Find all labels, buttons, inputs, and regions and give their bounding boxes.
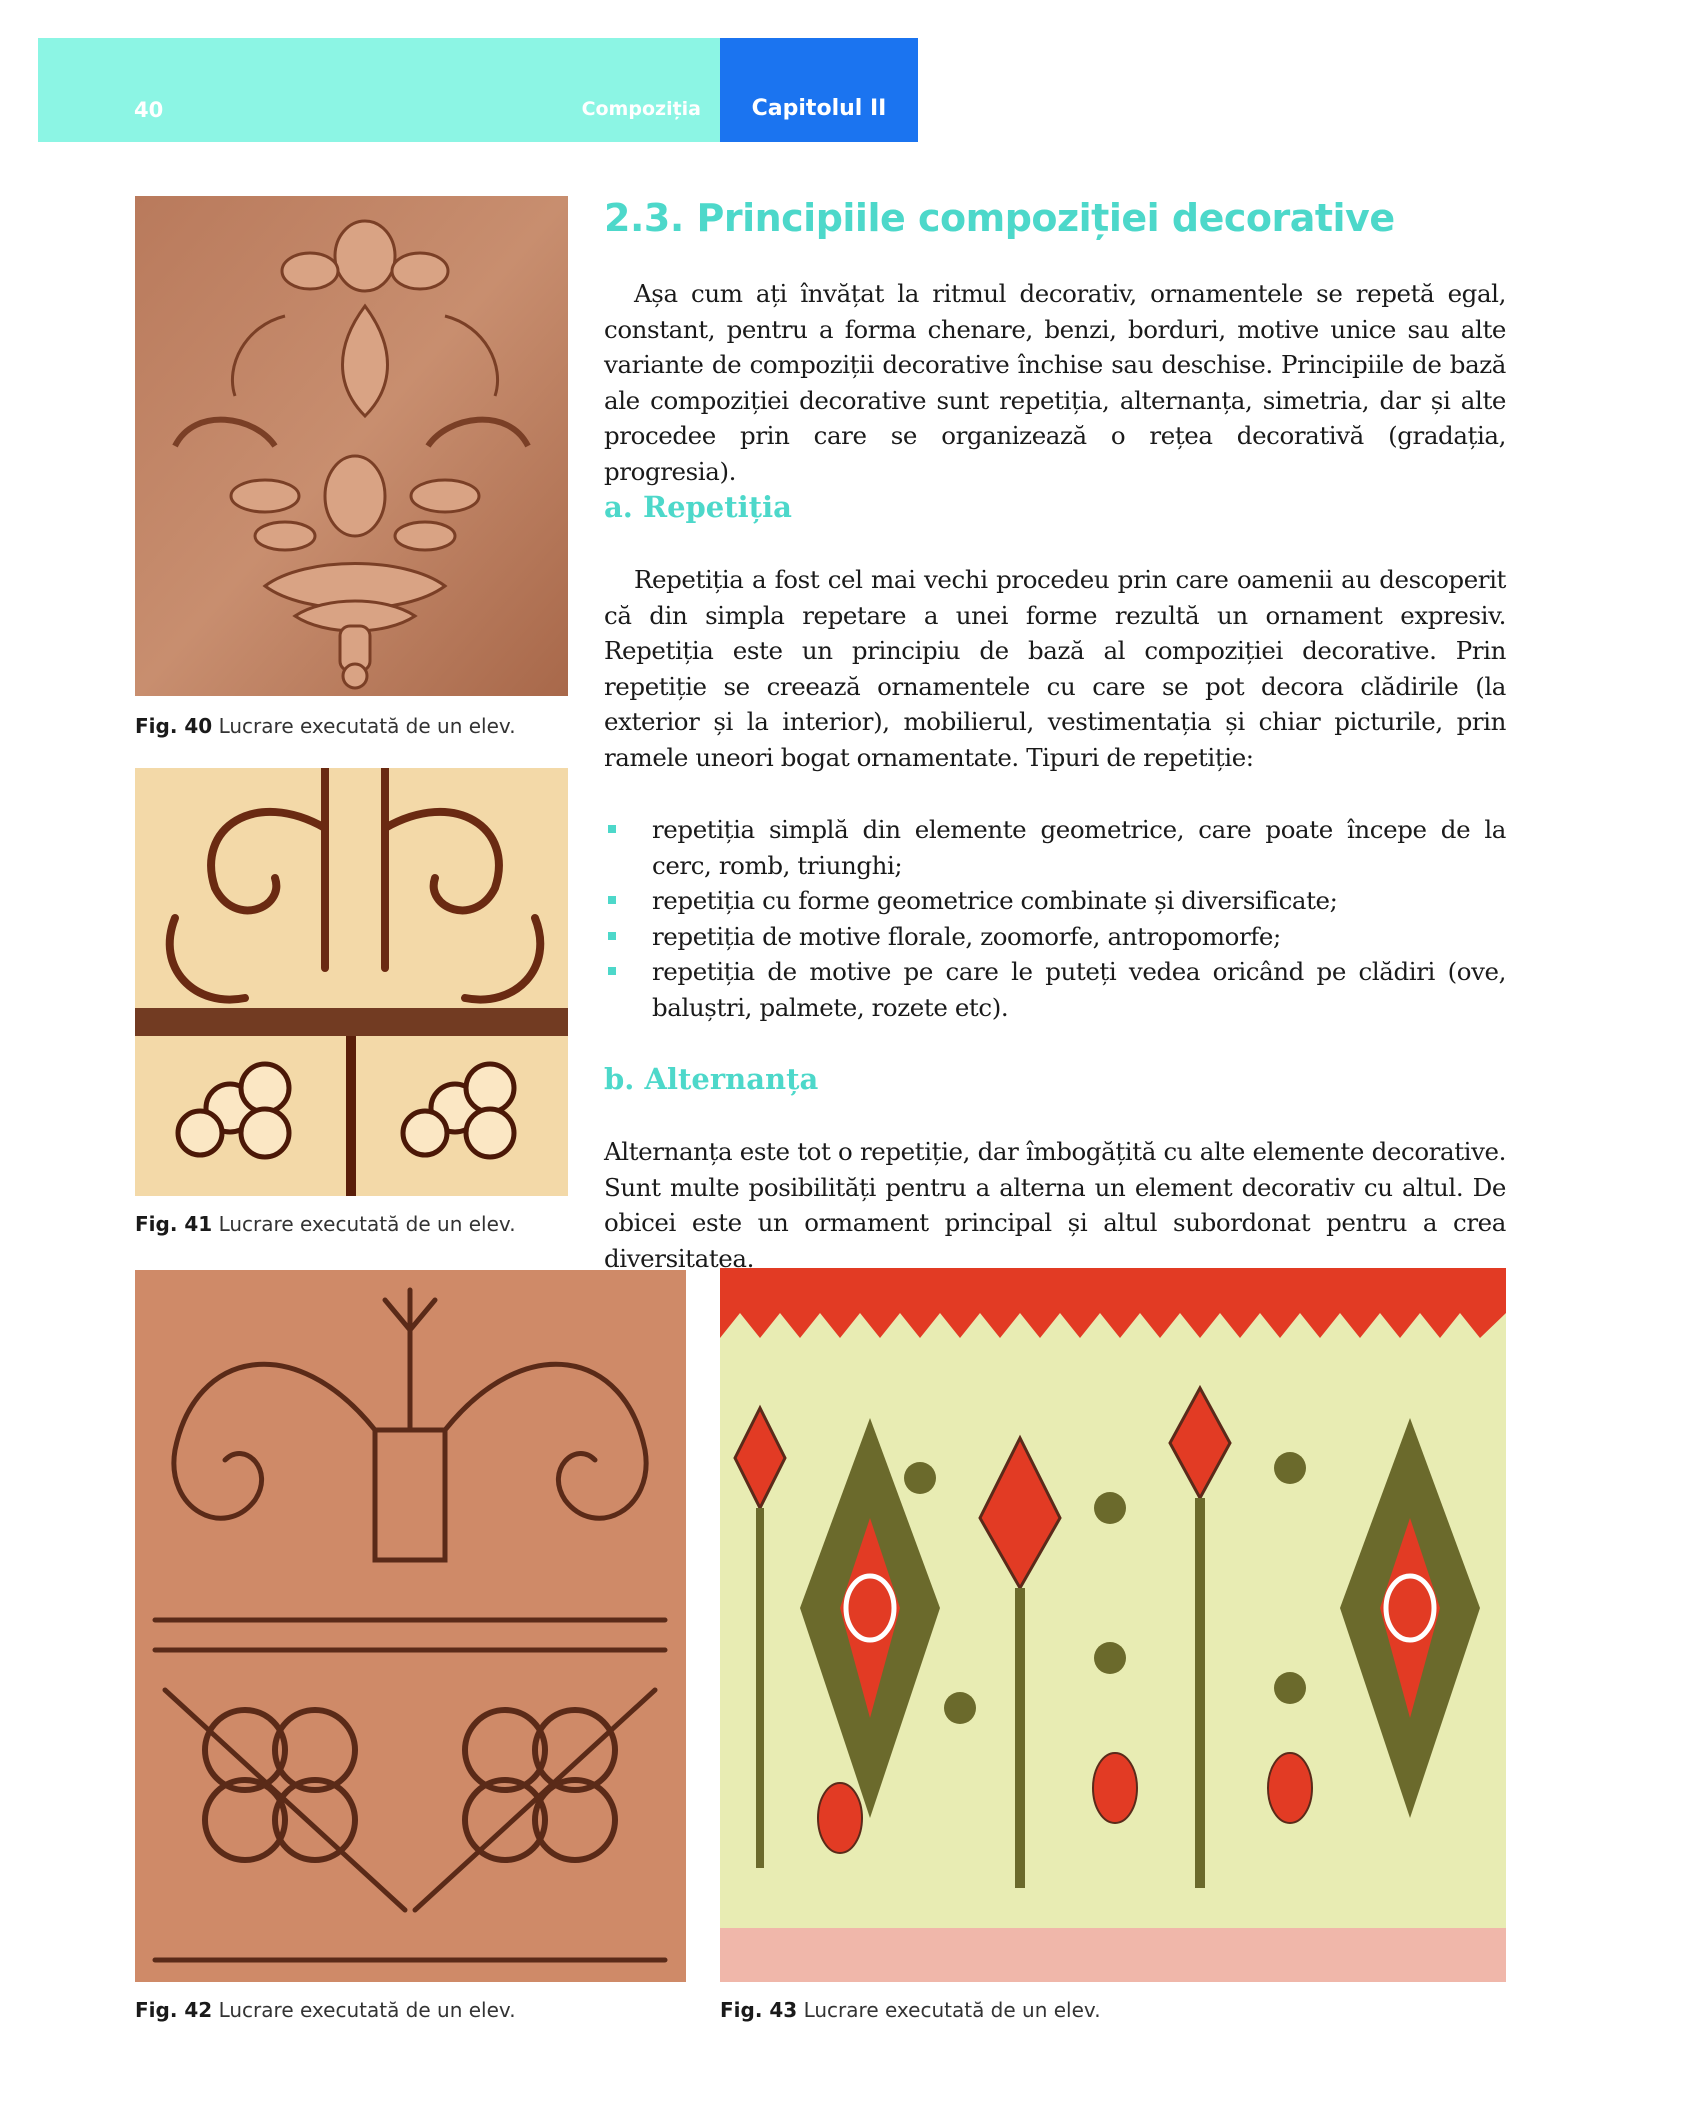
- alternanta-paragraph: Alternanța este tot o repetiție, dar îmbogățită cu alte elemente decorative. Sunt multe posibilități pentru a alterna un element decorativ cu altul. De obicei este un ormament principal și altul subordonat pentru a crea diversitatea.: [604, 1137, 1506, 1273]
- intro-paragraph: Așa cum ați învățat la ritmul decorativ, ornamentele se repetă egal, constant, pentru a forma chenare, benzi, borduri, motive unice sau alte variante de compoziții decorative închise sau deschise. Principiile de bază ale compoziției decorative sunt repetiția, alternanța, simetria, dar și alte procedee prin care se organizează o rețea decorativă (gradația, progresia).: [604, 279, 1506, 486]
- figure-43-label: Fig. 43: [720, 1998, 798, 2022]
- figure-42-image: [135, 1270, 686, 1982]
- repetitia-bullet-list: [604, 812, 1506, 1026]
- bullet-icon: [608, 896, 616, 904]
- header-bar: [38, 38, 720, 142]
- section-title: 2.3. Principiile compoziției decorative: [604, 196, 1395, 240]
- chapter-tab: [720, 38, 918, 142]
- bullet-icon: [608, 932, 616, 940]
- figure-42-label: Fig. 42: [135, 1998, 213, 2022]
- page-number: 40: [134, 98, 164, 122]
- figure-40-caption: [135, 714, 516, 738]
- figure-40-label: Fig. 40: [135, 714, 213, 738]
- figure-40-text: Lucrare executată de un elev.: [218, 714, 516, 738]
- bullet-icon: [608, 967, 616, 975]
- figure-41-caption: [135, 1212, 516, 1236]
- ink-ornament-illustration: [135, 768, 568, 1196]
- figure-41-label: Fig. 41: [135, 1212, 213, 1236]
- repetitia-paragraph: Repetiția a fost cel mai vechi procedeu prin care oamenii au descoperit că din simpla repetare a unei forme rezultă un ornament expresiv. Repetiția este un principiu de bază al compoziției decorative. Prin repetiție se creează ornamentele cu care se pot decora clădirile (la exterior și la interior), mobilierul, vestimentația și chiar picturile, prin ramele uneori bogat ornamentate. Tipuri de repetiție:: [604, 565, 1506, 772]
- clay-relief-illustration: [135, 196, 568, 696]
- figure-43-image: [720, 1268, 1506, 1982]
- figure-42-caption: [135, 1998, 516, 2022]
- list-item-text: repetiția de motive florale, zoomorfe, antropomorfe;: [652, 921, 1281, 951]
- figure-40-image: [135, 196, 568, 696]
- running-title: Compoziția: [581, 98, 701, 120]
- list-item-text: repetiția cu forme geometrice combinate și diversificate;: [652, 886, 1338, 916]
- figure-43-caption: [720, 1998, 1101, 2022]
- incised-clay-illustration: [135, 1270, 686, 1982]
- subsection-title-repetitia: a. Repetiția: [604, 490, 792, 524]
- list-item: [604, 954, 1506, 1025]
- list-item: [604, 883, 1506, 919]
- woven-textile-illustration: [720, 1268, 1506, 1982]
- list-item: [604, 812, 1506, 883]
- figure-42-text: Lucrare executată de un elev.: [218, 1998, 516, 2022]
- figure-41-text: Lucrare executată de un elev.: [218, 1212, 516, 1236]
- bullet-icon: [608, 825, 616, 833]
- figure-41-image: [135, 768, 568, 1196]
- chapter-label: Capitolul II: [751, 96, 887, 121]
- subsection-title-alternanta: b. Alternanța: [604, 1062, 819, 1096]
- figure-43-text: Lucrare executată de un elev.: [803, 1998, 1101, 2022]
- list-item-text: repetiția simplă din elemente geometrice, care poate începe de la cerc, romb, triunghi;: [652, 815, 1506, 880]
- list-item: [604, 919, 1506, 955]
- list-item-text: repetiția de motive pe care le puteți vedea oricând pe clădiri (ove, baluștri, palmete, rozete etc).: [652, 957, 1506, 1022]
